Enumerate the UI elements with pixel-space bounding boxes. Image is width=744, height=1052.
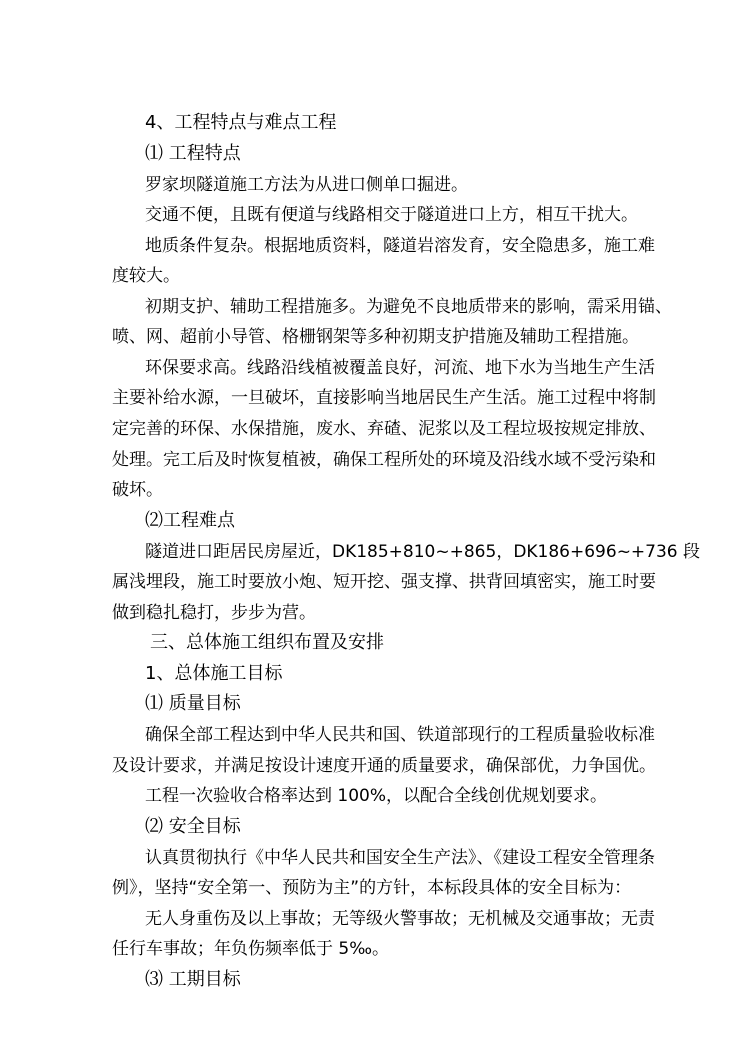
- paragraph-line: 认真贯彻执行《中华人民共和国安全生产法》、《建设工程安全管理条: [145, 848, 655, 868]
- paragraph-line: 属浅埋段，施工时要放小炮、短开挖、强支撑、拱背回填密实，施工时要: [112, 572, 656, 592]
- paragraph-line: 破坏。: [112, 480, 163, 500]
- paragraph-line: 无人身重伤及以上事故；无等级火警事故；无机械及交通事故；无责: [145, 909, 655, 929]
- paragraph-line: 定完善的环保、水保措施，废水、弃碴、泥浆以及工程垃圾按规定排放、: [112, 419, 656, 439]
- paragraph-line: 度较大。: [112, 266, 180, 286]
- paragraph-line: 罗家坝隧道施工方法为从进口侧单口掘进。: [145, 175, 468, 195]
- chapter-heading-organization: 三、总体施工组织布置及安排: [150, 632, 384, 653]
- subheading-difficulties: ⑵工程难点: [145, 510, 235, 531]
- paragraph-line: 隧道进口距居民房屋近，DK185+810~+865，DK186+696~+736 段: [145, 542, 701, 562]
- paragraph-line: 工程一次验收合格率达到 100%，以配合全线创优规划要求。: [145, 786, 608, 806]
- paragraph-line: 地质条件复杂。根据地质资料，隧道岩溶发育，安全隐患多，施工难: [145, 236, 655, 256]
- paragraph-line: 初期支护、辅助工程措施多。为避免不良地质带来的影响，需采用锚、: [145, 297, 672, 317]
- subheading-quality-goals: ⑴ 质量目标: [145, 693, 241, 714]
- section-heading-features-difficulties: 4、工程特点与难点工程: [145, 112, 337, 133]
- subheading-safety-goals: ⑵ 安全目标: [145, 816, 241, 837]
- paragraph-line: 及设计要求，并满足按设计速度开通的质量要求，确保部优，力争国优。: [112, 756, 656, 776]
- paragraph-line: 任行车事故；年负伤频率低于 5‰。: [112, 939, 390, 959]
- paragraph-line: 主要补给水源，一旦破坏，直接影响当地居民生产生活。施工过程中将制: [112, 388, 656, 408]
- section-heading-overall-goals: 1、总体施工目标: [145, 663, 283, 684]
- paragraph-line: 处理。完工后及时恢复植被，确保工程所处的环境及沿线水域不受污染和: [112, 450, 656, 470]
- subheading-schedule-goals: ⑶ 工期目标: [145, 969, 241, 990]
- paragraph-line: 环保要求高。线路沿线植被覆盖良好，河流、地下水为当地生产生活: [145, 358, 655, 378]
- paragraph-line: 做到稳扎稳打，步步为营。: [112, 603, 316, 623]
- subheading-features: ⑴ 工程特点: [145, 143, 241, 164]
- paragraph-line: 确保全部工程达到中华人民共和国、铁道部现行的工程质量验收标准: [145, 725, 655, 745]
- paragraph-line: 例》，坚持“安全第一、预防为主”的方针，本标段具体的安全目标为：: [112, 878, 632, 898]
- paragraph-line: 喷、网、超前小导管、格栅钢架等多种初期支护措施及辅助工程措施。: [112, 327, 639, 347]
- paragraph-line: 交通不便，且既有便道与线路相交于隧道进口上方，相互干扰大。: [145, 205, 638, 225]
